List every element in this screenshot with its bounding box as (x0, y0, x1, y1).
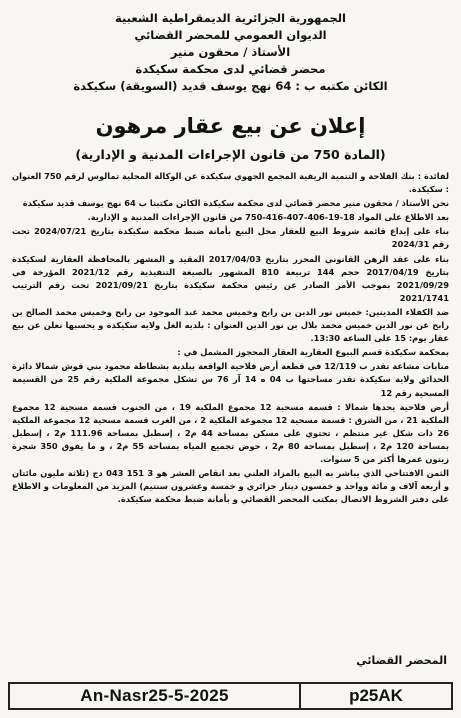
body-paragraph: بناء على عقد الرهن القانوني المحرر بتاريخ 2017/04/03 المقيد و المشهر بالمحافظة العقارية لسكيكدة بتاريخ 2017/04/19 حجم 144 تربيعة 810 المشهور بالصيغة التنفيذية رقم 2021/12 المؤرخة في 2021/09/29 بموجب الأمر الصادر عن رئيس محكمة سكيكدة بتاريخ 2021/09/21 تحت رقم الترتيب 2021/1741 (12, 253, 449, 303)
notice-body (12, 170, 449, 645)
notice-subtitle: (المادة 750 من قانون الإجراءات المدنية و الإدارية) (75, 147, 386, 162)
body-paragraph: بمحكمة سكيكدة قسم البيوع العقارية العقار المحجوز المشمل في : (177, 347, 449, 358)
publication-reference: An-Nasr25-5-2025 (10, 684, 301, 708)
header-republic: الجمهورية الجزائرية الديمقراطية الشعبية (114, 11, 346, 25)
body-paragraph: أرض فلاحية يحدها شمالا : قسمة مسحية 12 مجموع الملكية 19 ، من الجنوب قسمة مسحية 12 مجموع الملكية 21 ، من الشرق : قسمة مسحية 12 مجموعة الملكية 2 ، من الغرب قسمة مسحية 12 مجموعة الملكية 26 ذات شكل غير منتظم ، تحتوي على مسكن بمساحة 44 م2 ، إسطبل بمساحة 111.96 م2 ، إسطبل بمساحة 120 م2 ، إسطبل بمساحة 80 م2 ، حوض تجميع المياه بمساحة 55 م2 ، و ما يفوق 350 شجرة زيتون عمرها أكثر من 5 سنوات. (12, 401, 449, 464)
body-paragraph: نحن الأستاذ / محقون منير محضر قضائي لدى محكمة سكيكدة الكائن مكتبنا ب 64 نهج يوسف قديد سكيكدة (22, 198, 449, 209)
body-paragraph: الثمن الافتتاحي الذي يباشر به البيع بالمزاد العلني بعد انقاص العشر هو 3 151 043 دج (ثلاثة مليون مائتان و أربعة آلاف و مائة وواحد و خمسون دينار جزائري و خمسة وعشرون سنتيم) المزيد من المعلومات و الاطلاع على دفتر الشروط الاتصال بمكتب المحضر القضائي و بأمانة ضبط محكمة سكيكدة. (12, 468, 449, 505)
body-paragraph: ضد الكفلاء المدينين: خميس نور الدين بن رابح وخميس محمد عبد الموجود بن رابح وخميس محمد الصالح بن رابح عن نور الدين خميس محمد بلال بن نور الدين العنوان : بلديه الغل ولايه سكيكدة و يحسبها نعلن عن بيع عقار يوم: 15 على الساعة 13:30. (12, 306, 449, 344)
notice-title: إعلان عن بيع عقار مرهون (95, 114, 366, 138)
body-paragraph: منابات مشاعة تقدر ب 12/119 في قطعة أرض فلاحية الواقعة ببلدية بشطاطة محمود بني قوش شمالا دائرة الحدائق ولاية سكيكدة تقدر مساحتها ب 04 ه 14 آر 76 س تشكل مجموعة الملكية رقم 25 من القسيمة المسحية رقم 12 (12, 361, 449, 398)
body-paragraph: بناء على إيداع قائمة شروط البيع للعقار محل البيع بأمانة ضبط محكمة سكيكدة بتاريخ 2024/07/21 تحت رقم 2024/31 (12, 226, 449, 250)
header-court: محضر قضائي لدى محكمة سكيكدة (135, 62, 326, 76)
publication-reference-bar (8, 682, 453, 710)
body-paragraph: بعد الاطلاع على المواد 18-19-406-407-416-750 من قانون الإجراءات المدنية و الإدارية. (87, 212, 449, 223)
notice-header (12, 10, 449, 95)
signature-label: المحضر القضائي (356, 654, 447, 667)
body-paragraph: لفائدة : بنك الفلاحة و التنمية الريفية المجمع الجهوي سكيكدة عن الوكالة المحلية تمالوس لرقم 750 العنوان : سكيكدة. (12, 171, 449, 195)
publication-code: p25AK (349, 686, 403, 705)
header-office: الديوان العمومي للمحضر القضائي (134, 28, 327, 42)
header-bailiff-name: الأستاذ / محقون منير (170, 45, 291, 59)
header-address: الكائن مكتبه ب : 64 نهج يوسف قديد (السويقة) سكيكدة (73, 79, 388, 93)
